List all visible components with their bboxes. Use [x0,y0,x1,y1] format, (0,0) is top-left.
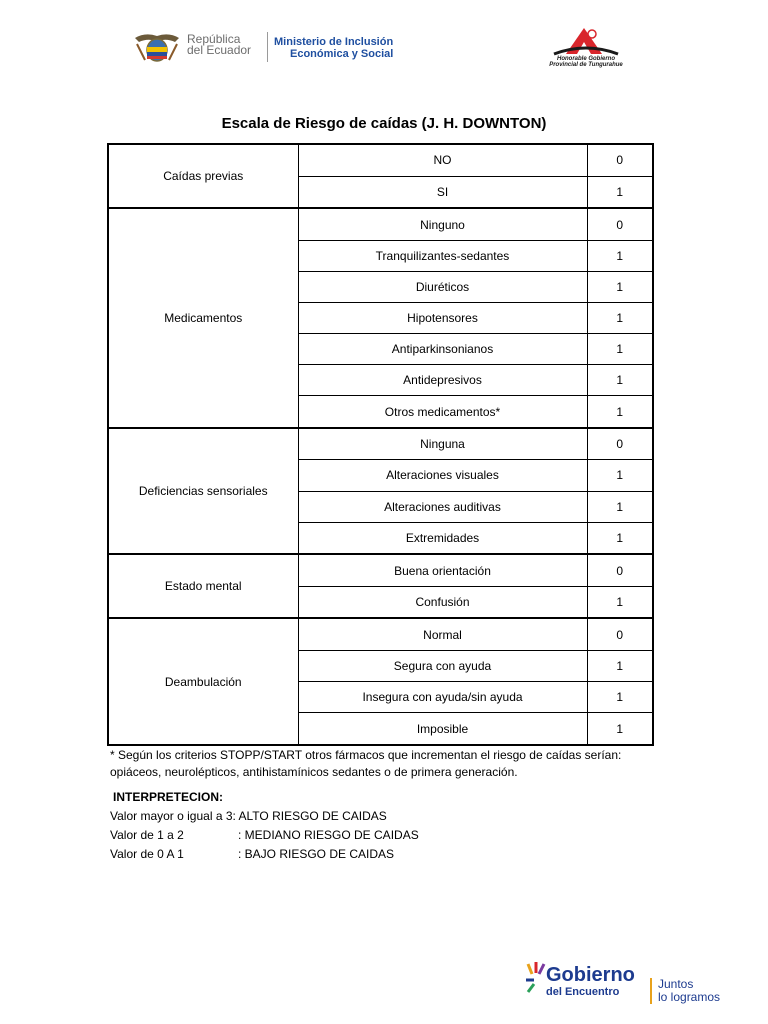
table-row [108,208,653,240]
interpretation-value: : BAJO RIESGO DE CAIDAS [238,847,395,861]
category-cell: Medicamentos [108,208,298,428]
points-cell: 1 [587,682,653,713]
option-cell: Confusión [298,586,587,618]
footer-motto [658,978,720,1004]
option-cell: Buena orientación [298,554,587,586]
interpretation-title: INTERPRETECION: [113,790,224,804]
option-cell: Antidepresivos [298,365,587,396]
category-cell: Estado mental [108,554,298,618]
points-cell: 1 [587,396,653,428]
tungurahua-logo [546,22,626,72]
table-row [108,554,653,586]
interpretation-high [110,809,387,823]
option-cell: Hipotensores [298,302,587,333]
gobierno-burst-icon [524,962,546,1002]
interpretation-value: : MEDIANO RIESGO DE CAIDAS [238,828,419,842]
points-cell: 0 [587,428,653,460]
option-cell: Imposible [298,713,587,745]
ministry-line2: Económica y Social [290,48,394,60]
points-cell: 1 [587,334,653,365]
footer-sub: del Encuentro [546,986,620,998]
option-cell: Segura con ayuda [298,651,587,682]
points-cell: 1 [587,176,653,208]
points-cell: 1 [587,365,653,396]
option-cell: SI [298,176,587,208]
table-row [108,618,653,650]
option-cell: Alteraciones auditivas [298,491,587,522]
downton-scale-table [107,143,654,746]
points-cell: 1 [587,522,653,554]
interpretation-low [110,847,394,861]
tungurahua-mountain-icon [546,22,626,56]
footnote-line1: * Según los criterios STOPP/START otros fármacos que incrementan el riesgo de caídas serían: [110,748,622,762]
ecuador-line2: del Ecuador [187,43,252,57]
option-cell: Extremidades [298,522,587,554]
option-cell: Otros medicamentos* [298,396,587,428]
footer-word: Gobierno [546,964,635,986]
points-cell: 1 [587,302,653,333]
points-cell: 0 [587,144,653,176]
option-cell: Ninguna [298,428,587,460]
footer-divider [650,978,652,1004]
interpretation-value: ALTO RIESGO DE CAIDAS [235,809,387,823]
table-row [108,428,653,460]
points-cell: 0 [587,554,653,586]
option-cell: Alteraciones visuales [298,460,587,491]
header-divider [267,32,268,62]
province-line2: Provincial de Tungurahue [549,62,623,68]
option-cell: Diuréticos [298,271,587,302]
interpretation-medium [110,828,419,842]
option-cell: Ninguno [298,208,587,240]
ecuador-line1: República [187,32,241,46]
interpretation-label: Valor de 1 a 2 [110,828,184,842]
option-cell: Normal [298,618,587,650]
points-cell: 1 [587,491,653,522]
coat-of-arms-icon [131,30,183,64]
footer-motto-line2: lo logramos [658,990,721,1004]
interpretation-label: Valor de 0 A 1 [110,847,184,861]
points-cell: 1 [587,271,653,302]
option-cell: Tranquilizantes-sedantes [298,240,587,271]
option-cell: Antiparkinsonianos [298,334,587,365]
table-row [108,144,653,176]
points-cell: 0 [587,618,653,650]
category-cell: Deambulación [108,618,298,745]
footnote-line2: opiáceos, neurolépticos, antihistamínicos sedantes o de primera generación. [110,765,518,779]
points-cell: 1 [587,240,653,271]
points-cell: 1 [587,713,653,745]
option-cell: Insegura con ayuda/sin ayuda [298,682,587,713]
gobierno-del-encuentro-logo [524,962,744,1012]
category-cell: Deficiencias sensoriales [108,428,298,554]
page-title: Escala de Riesgo de caídas (J. H. DOWNTON) [221,115,547,132]
interpretation-label: Valor mayor o igual a 3: [110,809,236,823]
category-cell: Caídas previas [108,144,298,208]
ecuador-coat-of-arms-logo [131,30,261,66]
ministry-name [274,36,393,60]
footer-motto-line1: Juntos [658,977,694,991]
points-cell: 1 [587,586,653,618]
footnote [110,747,660,781]
points-cell: 1 [587,460,653,491]
province-line1: Honorable Gobierno [556,56,615,62]
ministry-line1: Ministerio de Inclusión [274,36,394,48]
points-cell: 0 [587,208,653,240]
points-cell: 1 [587,651,653,682]
option-cell: NO [298,144,587,176]
